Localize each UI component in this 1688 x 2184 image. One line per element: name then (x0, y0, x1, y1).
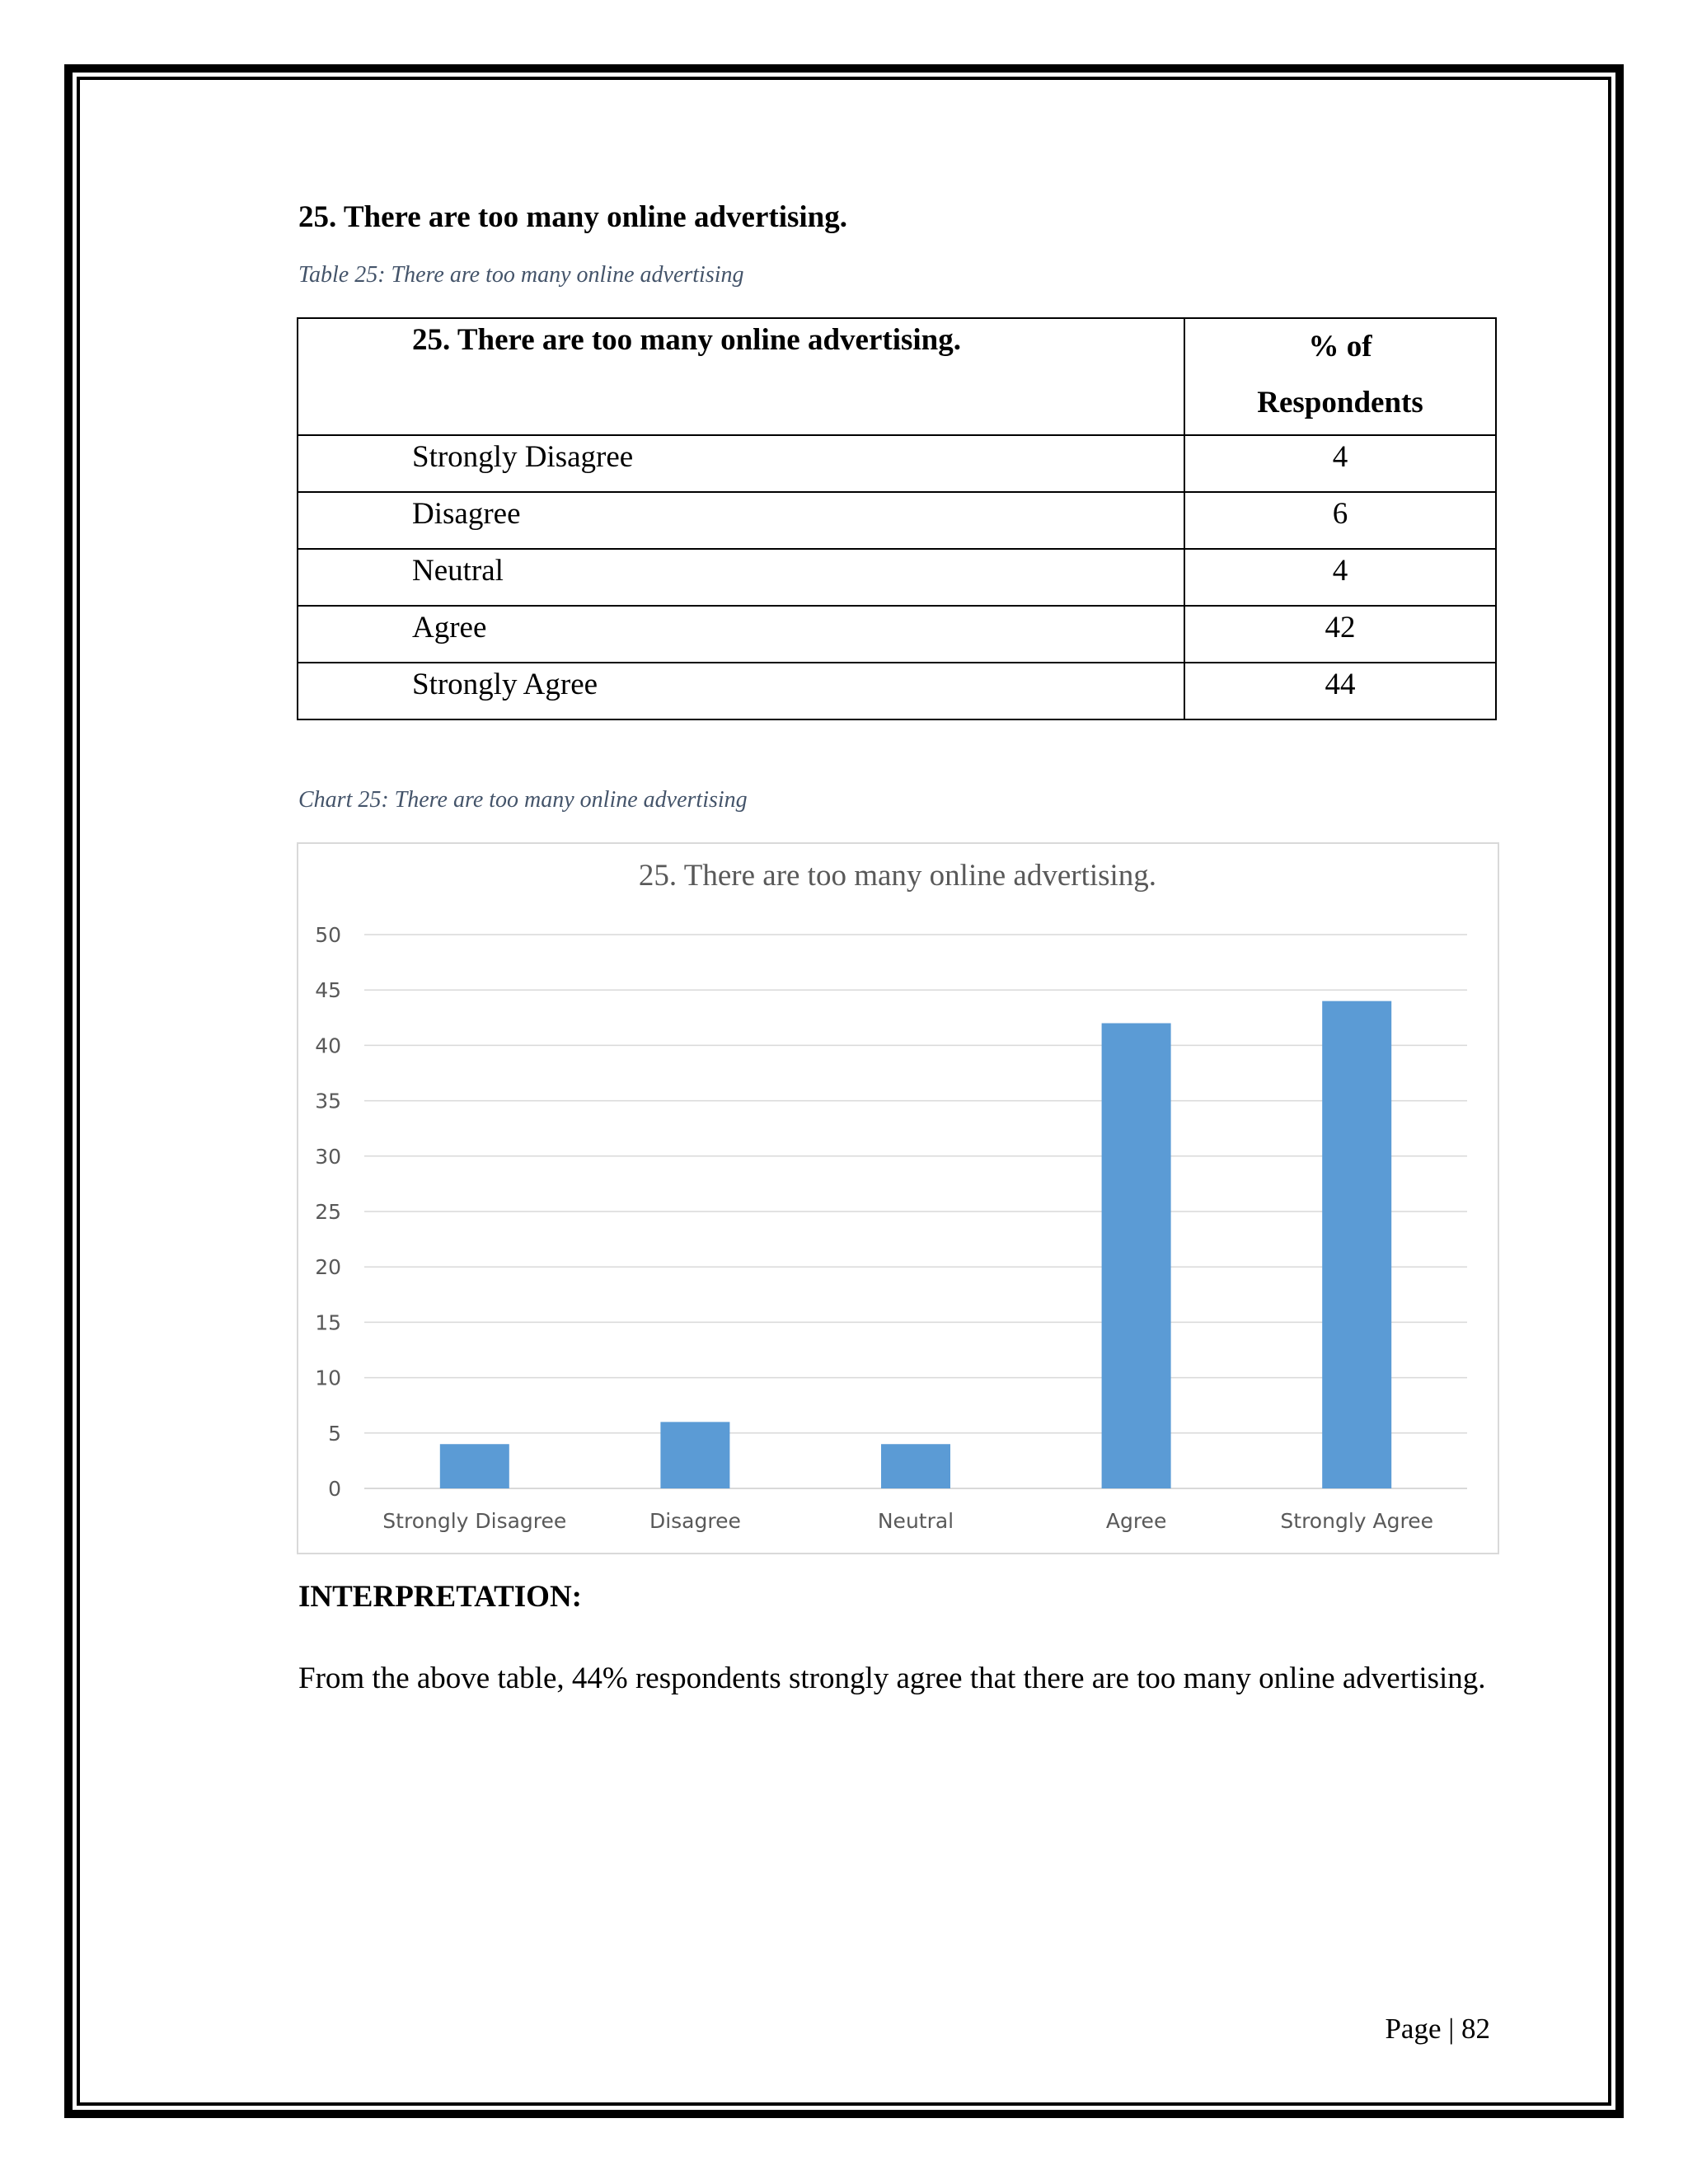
header-pct-line2: Respondents (1257, 386, 1423, 419)
row-label: Strongly Disagree (298, 435, 1184, 492)
table-caption: Table 25: There are too many online advertising (298, 262, 744, 288)
row-value: 42 (1184, 606, 1496, 663)
y-tick-label: 30 (315, 1144, 341, 1169)
row-value: 44 (1184, 663, 1496, 719)
x-tick-label: Strongly Disagree (382, 1509, 567, 1533)
table-row (298, 549, 1496, 606)
bar (440, 1444, 509, 1488)
y-tick-label: 5 (328, 1421, 341, 1446)
header-pct-line1: % of (1308, 330, 1372, 363)
interpretation-heading: INTERPRETATION: (298, 1580, 583, 1614)
row-label: Neutral (298, 549, 1184, 606)
row-label: Strongly Agree (298, 663, 1184, 719)
x-tick-label: Neutral (877, 1509, 954, 1533)
table-header-row (298, 318, 1496, 435)
y-tick-label: 25 (315, 1200, 341, 1224)
y-tick-label: 15 (315, 1310, 341, 1335)
responses-table (297, 317, 1497, 720)
row-label: Disagree (298, 492, 1184, 549)
chart-y-ticks (315, 923, 341, 1501)
bar (660, 1422, 729, 1488)
row-value: 6 (1184, 492, 1496, 549)
bar (1322, 1001, 1391, 1488)
table-row (298, 663, 1496, 719)
table-row (298, 492, 1496, 549)
row-label: Agree (298, 606, 1184, 663)
section-heading: 25. There are too many online advertising. (298, 200, 847, 234)
bar (881, 1444, 950, 1488)
y-tick-label: 20 (315, 1255, 341, 1280)
row-value: 4 (1184, 549, 1496, 606)
y-tick-label: 40 (315, 1033, 341, 1058)
table-header-label: 25. There are too many online advertising. (298, 318, 1184, 435)
x-tick-label: Disagree (649, 1509, 741, 1533)
chart-gridlines (364, 935, 1467, 1488)
chart-x-ticks (382, 1509, 1433, 1533)
table-header-percent (1184, 318, 1496, 435)
chart-caption: Chart 25: There are too many online advertising (298, 787, 748, 813)
y-tick-label: 50 (315, 923, 341, 947)
x-tick-label: Agree (1105, 1509, 1167, 1533)
y-tick-label: 45 (315, 978, 341, 1003)
bar-chart (297, 842, 1499, 1554)
y-tick-label: 0 (328, 1477, 341, 1501)
table-row (298, 435, 1496, 492)
chart-canvas (298, 844, 1498, 1553)
bar (1102, 1024, 1171, 1488)
page-number: Page | 82 (1385, 2013, 1490, 2045)
y-tick-label: 35 (315, 1089, 341, 1113)
row-value: 4 (1184, 435, 1496, 492)
chart-title: 25. There are too many online advertising. (638, 859, 1157, 893)
table-row (298, 606, 1496, 663)
x-tick-label: Strongly Agree (1280, 1509, 1433, 1533)
y-tick-label: 10 (315, 1366, 341, 1390)
chart-bars (440, 1001, 1391, 1488)
interpretation-text: From the above table, 44% respondents strongly agree that there are too many online advertising. (298, 1661, 1486, 1695)
